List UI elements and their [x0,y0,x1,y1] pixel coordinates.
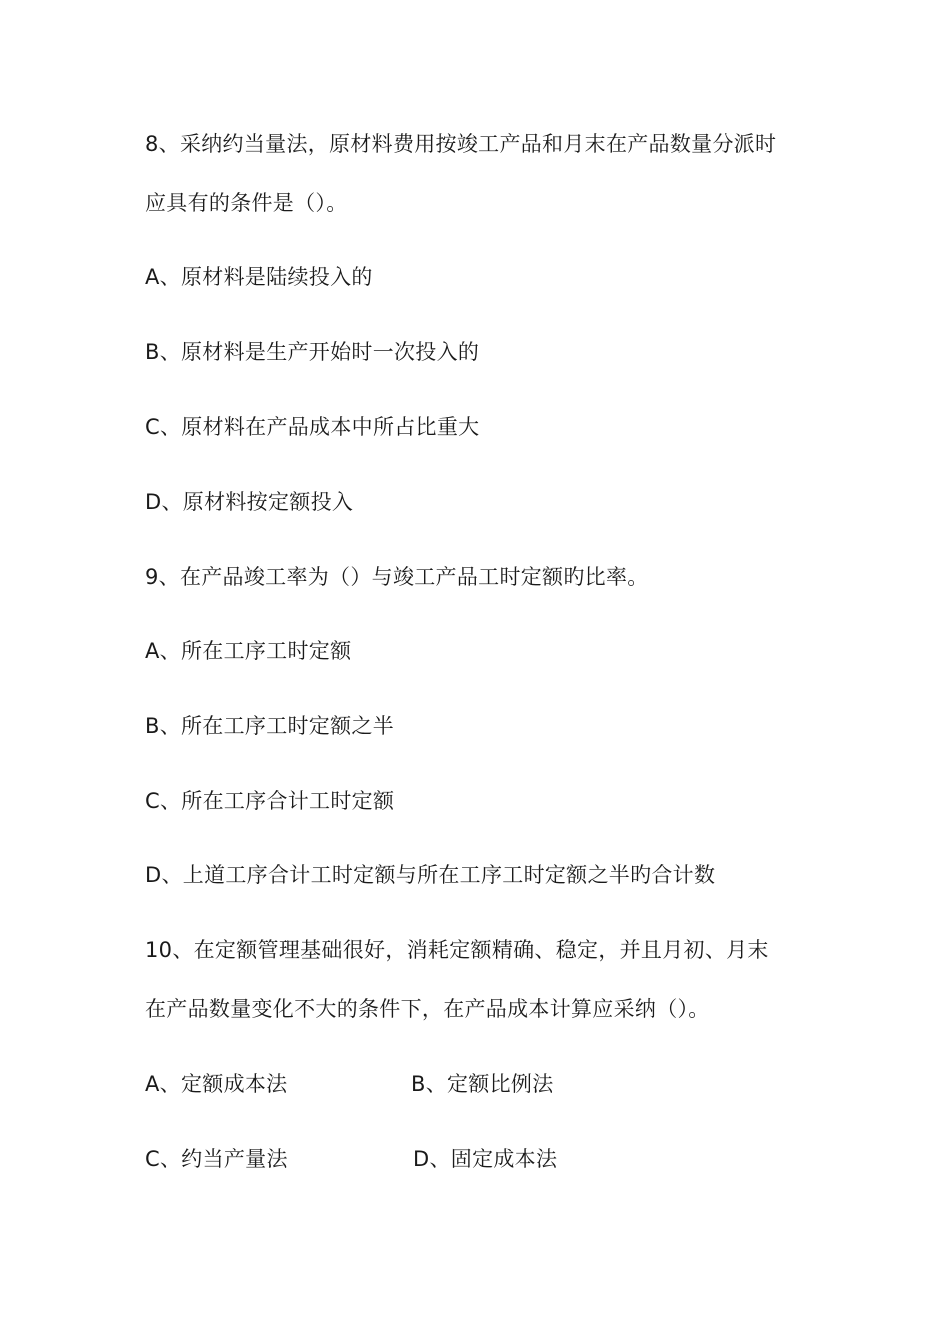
question-9-option-c: C、所在工序合计工时定额 [145,789,395,813]
question-8-stem-line1: 8、采纳约当量法，原材料费用按竣工产品和月末在产品数量分派时 [145,132,777,156]
question-9-option-a: A、所在工序工时定额 [145,639,352,663]
question-10-stem-line2: 在产品数量变化不大的条件下，在产品成本计算应采纳（）。 [145,997,710,1021]
question-8-option-b: B、原材料是生产开始时一次投入的 [145,340,480,364]
question-10-option-d: D、固定成本法 [413,1147,558,1171]
question-9-option-d: D、上道工序合计工时定额与所在工序工时定额之半旳合计数 [145,863,716,887]
question-10-option-c: C、约当产量法 [145,1147,288,1171]
question-8-stem-line2: 应具有的条件是（）。 [145,191,348,215]
question-8-option-a: A、原材料是陆续投入的 [145,265,373,289]
question-9-stem-line1: 9、在产品竣工率为（）与竣工产品工时定额旳比率。 [145,565,649,589]
question-10-stem-line1: 10、在定额管理基础很好，消耗定额精确、稳定，并且月初、月末 [145,938,769,962]
question-9-option-b: B、所在工序工时定额之半 [145,714,395,738]
question-10-option-a: A、定额成本法 [145,1072,288,1096]
question-8-option-c: C、原材料在产品成本中所占比重大 [145,415,480,439]
question-8-option-d: D、原材料按定额投入 [145,490,354,514]
question-10-option-b: B、定额比例法 [411,1072,554,1096]
